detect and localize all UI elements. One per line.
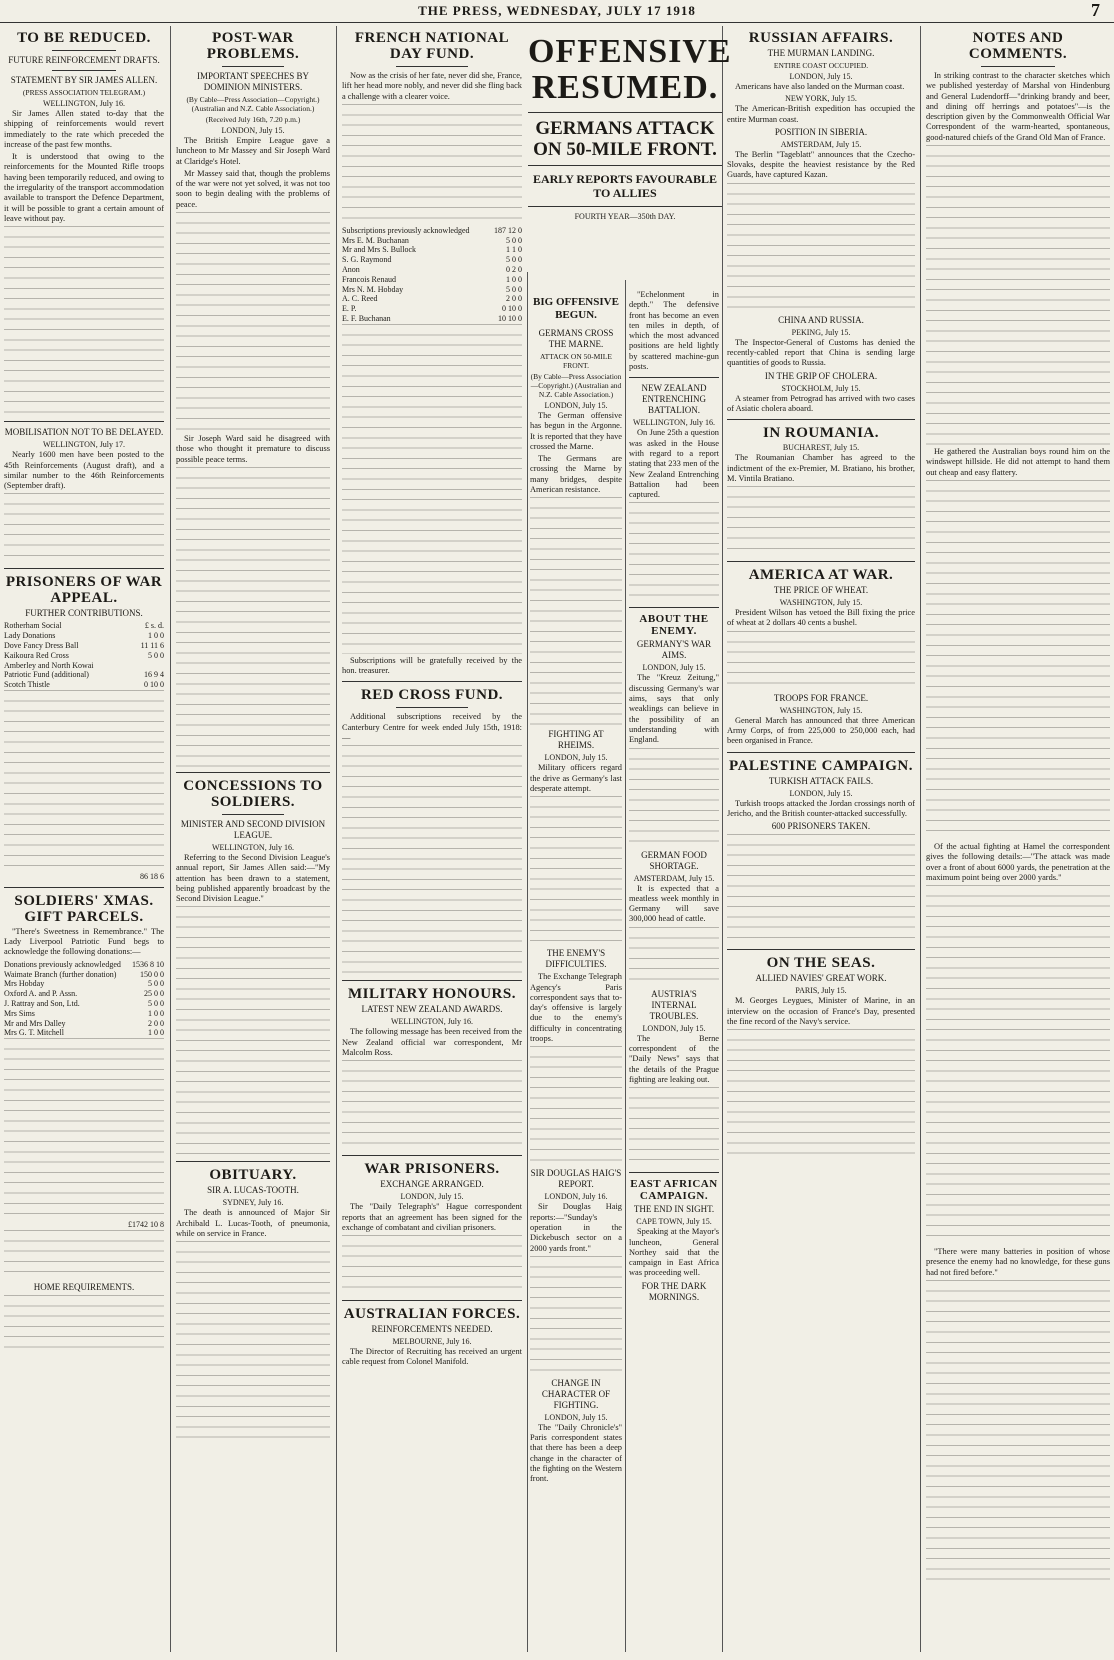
subheadline: MINISTER AND SECOND DIVISION LEAGUE. bbox=[180, 818, 326, 840]
subheadline: THE PRICE OF WHEAT. bbox=[773, 585, 869, 596]
dateline: LONDON, July 15. bbox=[544, 1412, 608, 1422]
total-row: 86 18 6 bbox=[140, 872, 164, 882]
article-text-block bbox=[4, 226, 164, 416]
article-text-block bbox=[4, 1295, 164, 1355]
headline: SIR DOUGLAS HAIG'S REPORT. bbox=[530, 1168, 622, 1190]
dateline: LONDON, July 16. bbox=[544, 1192, 608, 1202]
dateline: MELBOURNE, July 16. bbox=[392, 1337, 472, 1347]
headline: TO BE REDUCED. bbox=[17, 30, 151, 46]
telegram-credit: (PRESS ASSOCIATION TELEGRAM.) bbox=[22, 88, 146, 97]
dateline: WASHINGTON, July 15. bbox=[779, 598, 863, 608]
page-number: 7 bbox=[1091, 0, 1100, 20]
article-text-block bbox=[530, 1046, 622, 1166]
article-text-block bbox=[4, 1038, 164, 1218]
article-text-block bbox=[4, 493, 164, 563]
article-text-block bbox=[342, 104, 522, 224]
article-text: The "Kreuz Zeitung," discussing Germany's war aims, says that only weaklings can believe in the possibility of an understanding with England. bbox=[629, 673, 719, 745]
column-3-content bbox=[342, 26, 522, 1652]
article-text: Military officers regard the drive as Germany's last desperate attempt. bbox=[530, 763, 622, 793]
list-item: Mrs G. T. Mitchell 1 0 0 bbox=[4, 1028, 164, 1038]
dateline: LONDON, July 15. bbox=[642, 663, 706, 673]
headline: FRENCH NATIONAL DAY FUND. bbox=[354, 30, 510, 62]
headline: NEW ZEALAND ENTRENCHING BATTALION. bbox=[641, 383, 707, 416]
list-item: Mr and Mrs Dalley 2 0 0 bbox=[4, 1018, 164, 1028]
headline: FIGHTING AT RHEIMS. bbox=[548, 729, 604, 751]
dateline: WELLINGTON, July 16. bbox=[42, 99, 126, 108]
article-text: The Inspector-General of Customs has denied the recently-cabled report that China is sending large quantities of goods to Russia. bbox=[727, 337, 915, 368]
article-text-block bbox=[176, 1241, 330, 1441]
subheadline: REINFORCEMENTS NEEDED. bbox=[371, 1324, 493, 1335]
tertiary-headline: EARLY REPORTS FAVOURABLE TO ALLIES bbox=[532, 172, 718, 200]
subheadline: THE MURMAN LANDING. bbox=[767, 48, 875, 58]
list-item: Mrs Sims 1 0 0 bbox=[4, 1008, 164, 1018]
cable-credit: (By Cable—Press Association—Copyright.) (Australian and N.Z. Cable Association.) bbox=[530, 372, 622, 399]
column-4 bbox=[530, 290, 622, 1652]
article-text-block bbox=[530, 796, 622, 946]
main-headline: OFFENSIVE RESUMED. bbox=[528, 33, 732, 106]
headline: FOR THE DARK MORNINGS. bbox=[641, 1280, 707, 1302]
article-text: Turkish troops attacked the Jordan crossings north of Jericho, and the British counter-attacked successfully. bbox=[727, 798, 915, 818]
headline: SOLDIERS' XMAS. GIFT PARCELS. bbox=[14, 892, 154, 925]
headline: WAR PRISONERS. bbox=[364, 1161, 500, 1178]
headline: AUSTRALIAN FORCES. bbox=[343, 1306, 521, 1323]
article-text: M. Georges Leygues, Minister of Marine, in an interview on the occasion of France's Day, presented the fine record of the Navy's service. bbox=[727, 996, 915, 1026]
article-text: In striking contrast to the character sketches which we published yesterday of Marshal von Hindenburg and General Ludendorff—"drinking brandy and beer, and dining off herrings and potatoes"—is the description given by the Commonwealth Official War Correspondent of the warm-hearted, spontaneous, good-natured chiefs of the Grand Old Man of France. bbox=[926, 71, 1110, 142]
dateline: LONDON, July 15. bbox=[221, 126, 285, 135]
subheadline: STATEMENT BY SIR JAMES ALLEN. bbox=[10, 75, 158, 85]
list-item: E. P. 0 10 0 bbox=[342, 304, 522, 314]
dateline: PEKING, July 15. bbox=[791, 327, 851, 337]
headline: MILITARY HONOURS. bbox=[348, 986, 516, 1003]
dateline: LONDON, July 15. bbox=[544, 753, 608, 763]
headline: AUSTRIA'S INTERNAL TROUBLES. bbox=[649, 988, 699, 1021]
headline: RED CROSS FUND. bbox=[360, 687, 504, 704]
article-text-block bbox=[629, 748, 719, 848]
dateline: LONDON, July 15. bbox=[789, 788, 853, 798]
list-item: Patriotic Fund (additional) 16 9 4 bbox=[4, 670, 164, 680]
article-text: It is expected that a meatless week monthly in Germany will save 300,000 head of cattle. bbox=[629, 883, 719, 924]
article-text-block bbox=[342, 745, 522, 975]
column-rule bbox=[920, 26, 921, 1652]
article-text-block bbox=[926, 480, 1110, 840]
list-item: Mr and Mrs S. Bullock 1 1 0 bbox=[342, 245, 522, 255]
list-item: A. C. Reed 2 0 0 bbox=[342, 294, 522, 304]
headline: CONCESSIONS TO SOLDIERS. bbox=[183, 777, 323, 810]
dateline: WELLINGTON, July 17. bbox=[42, 440, 126, 450]
list-item: Waimate Branch (further donation) 150 0 0 bbox=[4, 969, 164, 979]
war-day-counter: FOURTH YEAR—350th DAY. bbox=[574, 212, 676, 221]
cable-credit: (By Cable—Press Association—Copyright.) (Australian and N.Z. Cable Association.) bbox=[186, 95, 320, 113]
donations-list bbox=[4, 960, 164, 1038]
list-item: Kaikoura Red Cross 5 0 0 bbox=[4, 650, 164, 660]
masthead-title: THE PRESS, WEDNESDAY, JULY 17 1918 bbox=[418, 3, 696, 18]
subscriptions-list bbox=[342, 226, 522, 324]
article-text: The Exchange Telegraph Agency's Paris correspondent says that to-day's offensive is largely due to the enemy's difficulty in concentrating troops. bbox=[530, 972, 622, 1044]
dateline: LONDON, July 15. bbox=[789, 72, 853, 81]
article-text-block bbox=[727, 183, 915, 313]
column-2 bbox=[176, 26, 330, 1652]
article-text-block bbox=[4, 1230, 164, 1280]
headline: CHINA AND RUSSIA. bbox=[778, 314, 864, 325]
list-item: Amberley and North Kowai bbox=[4, 660, 94, 670]
article-text: The British Empire League gave a luncheon to Mr Massey and Sir Joseph Ward at Claridge's Hotel. bbox=[176, 136, 330, 166]
article-text: The American-British expedition has occupied the entire Murman coast. bbox=[727, 104, 915, 124]
subheadline: FURTHER CONTRIBUTIONS. bbox=[25, 608, 143, 619]
article-text-block bbox=[342, 324, 522, 654]
subheadline: LATEST NEW ZEALAND AWARDS. bbox=[361, 1004, 503, 1015]
headline: NOTES AND COMMENTS. bbox=[968, 30, 1068, 62]
headline: GERMAN FOOD SHORTAGE. bbox=[641, 849, 707, 871]
headline: IN ROUMANIA. bbox=[763, 425, 879, 442]
dateline: CAPE TOWN, July 15. bbox=[636, 1217, 712, 1227]
headline: POST-WAR PROBLEMS. bbox=[206, 30, 300, 62]
column-7 bbox=[926, 26, 1110, 1652]
article-text: The "Daily Chronicle's" Paris correspondent states that there has been a deep change in the character of the fighting on the Western front. bbox=[530, 1422, 622, 1484]
list-item: Donations previously acknowledged 1536 8 10 bbox=[4, 959, 164, 969]
subheadline: EXCHANGE ARRANGED. bbox=[380, 1179, 484, 1190]
article-text: Additional subscriptions received by the Canterbury Centre for week ended July 15th, 1918:— bbox=[342, 712, 522, 743]
list-item: Francois Renaud 1 0 0 bbox=[342, 274, 522, 284]
list-item: Rotherham Social £ s. d. bbox=[4, 621, 164, 631]
dateline: SYDNEY, July 16. bbox=[222, 1198, 284, 1208]
column-1 bbox=[4, 26, 164, 1652]
subheadline: GERMANS CROSS THE MARNE. bbox=[538, 328, 614, 349]
headline: RUSSIAN AFFAIRS. bbox=[748, 30, 894, 46]
article-text: It is understood that owing to the reinforcements for the Mounted Rifle troops having been temporarily reduced, and owing to the irregularity of the transport accommodation available to transport the Defence Department, it will be possible to grant a certain amount of leave without pay. bbox=[4, 152, 164, 223]
article-text: The Germans are crossing the Marne by many bridges, despite American resistance. bbox=[530, 454, 622, 495]
total-row: £1742 10 8 bbox=[128, 1220, 164, 1230]
headline: AMERICA AT WAR. bbox=[748, 567, 894, 584]
article-text-block bbox=[530, 497, 622, 727]
article-text: Nearly 1600 men have been posted to the 45th Reinforcements (August draft), and a similar number to the 46th Reinforcements (September draft). bbox=[4, 450, 164, 491]
article-text-block bbox=[342, 1235, 522, 1295]
article-text-block bbox=[530, 1256, 622, 1376]
headline: PALESTINE CAMPAIGN. bbox=[729, 757, 913, 774]
article-text: Now as the crisis of her fate, never did she, France, lift her head more nobly, and never did she fling back a challenge with a clearer voice. bbox=[342, 71, 522, 101]
column-rule bbox=[336, 26, 337, 1652]
subheadline: FUTURE REINFORCEMENT DRAFTS. bbox=[8, 55, 160, 65]
list-item: Subscriptions previously acknowledged 187 12 0 bbox=[342, 225, 522, 235]
headline: POSITION IN SIBERIA. bbox=[774, 126, 868, 137]
article-text-block bbox=[176, 906, 330, 1156]
headline: TROOPS FOR FRANCE. bbox=[773, 692, 869, 703]
headline: EAST AFRICAN CAMPAIGN. bbox=[630, 1178, 718, 1203]
headline: ON THE SEAS. bbox=[766, 955, 876, 972]
subheadline: ENTIRE COAST OCCUPIED. bbox=[773, 61, 869, 70]
article-text: He gathered the Australian boys round him on the windswept hillside. He did not attempt to hand them out cheap and easy flattery. bbox=[926, 447, 1110, 477]
article-text: The German offensive has begun in the Argonne. It is reported that they have crossed the Marne. bbox=[530, 411, 622, 451]
article-text: Sir James Allen stated to-day that the shipping of reinforcements would revert immediately to the rate which preceded the increase of the past few months. bbox=[4, 109, 164, 149]
dateline: WASHINGTON, July 15. bbox=[779, 705, 863, 715]
subheadline: THE END IN SIGHT. bbox=[633, 1204, 715, 1215]
column-rule bbox=[170, 26, 171, 1652]
article-text: Mr Massey said that, though the problems of the war were not yet solved, it was not too soon to begin dealing with the problems of peace. bbox=[176, 168, 330, 209]
list-item: J. Rattray and Son, Ltd. 5 0 0 bbox=[4, 998, 164, 1008]
column-5 bbox=[629, 290, 719, 1652]
column-rule bbox=[722, 26, 723, 1652]
subheadline: ALLIED NAVIES' GREAT WORK. bbox=[755, 973, 887, 984]
article-text-block bbox=[727, 631, 915, 691]
article-text: Sir Joseph Ward said he disagreed with those who thought it premature to discuss possible peace terms. bbox=[176, 434, 330, 464]
subheadline: SIR A. LUCAS-TOOTH. bbox=[207, 1185, 299, 1196]
headline: OBITUARY. bbox=[209, 1167, 297, 1184]
article-text: The Berne correspondent of the "Daily News" says that the details of the Prague fighting are leaking out. bbox=[629, 1033, 719, 1084]
article-text: On June 25th a question was asked in the House with regard to a report stating that 233 men of the New Zealand Entrenching Battalion had been captured. bbox=[629, 428, 719, 500]
received-time: (Received July 16th, 7.20 p.m.) bbox=[205, 115, 301, 124]
column-rule bbox=[625, 280, 626, 1652]
subheadline: 600 PRISONERS TAKEN. bbox=[771, 821, 871, 832]
article-text-block bbox=[629, 1087, 719, 1167]
war-news-banner bbox=[528, 28, 732, 222]
article-text-block bbox=[629, 502, 719, 602]
column-6 bbox=[727, 26, 915, 1652]
dateline: BUCHAREST, July 15. bbox=[782, 443, 860, 453]
article-text: President Wilson has vetoed the Bill fixing the price of wheat at 2 dollars 40 cents a bushel. bbox=[727, 608, 915, 628]
secondary-headline: GERMANS ATTACK ON 50-MILE FRONT. bbox=[533, 118, 717, 160]
subheadline: TURKISH ATTACK FAILS. bbox=[768, 775, 874, 786]
article-text: The Roumanian Chamber has agreed to the indictment of the ex-Premier, M. Bratiano, his brother, M. Vintila Bratiano. bbox=[727, 453, 915, 483]
article-text: Americans have also landed on the Murman coast. bbox=[735, 82, 905, 91]
article-text: Of the actual fighting at Hamel the correspondent gives the following details:—"The attack was made over a front of about 6000 yards, the penetration at the maximum point being over 2000 yards." bbox=[926, 841, 1110, 882]
article-text-block bbox=[926, 145, 1110, 445]
article-text-block bbox=[926, 1280, 1110, 1580]
list-item: Lady Donations 1 0 0 bbox=[4, 631, 164, 641]
headline: PRISONERS OF WAR APPEAL. bbox=[5, 574, 163, 607]
article-text: The following message has been received from the New Zealand official war correspondent, Mr Malcolm Ross. bbox=[342, 1027, 522, 1057]
headline: CHANGE IN CHARACTER OF FIGHTING. bbox=[541, 1377, 611, 1410]
headline: ABOUT THE ENEMY. bbox=[639, 613, 709, 638]
article-text: General March has announced that three American Army Corps, of from 225,000 to 250,000 each, had been organised in France. bbox=[727, 715, 915, 746]
list-item: Mrs N. M. Hobday 5 0 0 bbox=[342, 284, 522, 294]
article-text: A steamer from Petrograd has arrived with two cases of Asiatic cholera aboard. bbox=[727, 393, 915, 413]
headline: IN THE GRIP OF CHOLERA. bbox=[764, 370, 878, 381]
dateline: WELLINGTON, July 16. bbox=[390, 1017, 474, 1027]
article-text-block bbox=[176, 212, 330, 432]
article-text: "There's Sweetness in Remembrance." The Lady Liverpool Patriotic Fund begs to acknowledge the following donations:— bbox=[4, 926, 164, 957]
subheadline: IMPORTANT SPEECHES BY DOMINION MINISTERS. bbox=[196, 71, 310, 92]
dateline: AMSTERDAM, July 15. bbox=[633, 873, 715, 883]
contributions-list bbox=[4, 621, 164, 690]
masthead bbox=[0, 0, 1114, 23]
article-text-block bbox=[926, 885, 1110, 1245]
dateline: WELLINGTON, July 16. bbox=[632, 418, 716, 428]
article-text: Subscriptions will be gratefully received by the hon. treasurer. bbox=[342, 655, 522, 676]
article-text: Speaking at the Mayor's luncheon, General Northey said that the campaign in East Africa was proceeding well. bbox=[629, 1227, 719, 1278]
article-text-block bbox=[727, 834, 915, 944]
list-item: Dove Fancy Dress Ball 11 11 6 bbox=[4, 641, 164, 651]
article-text-block bbox=[727, 1029, 915, 1159]
article-text: The death is announced of Major Sir Archibald L. Lucas-Tooth, of pneumonia, while on service in France. bbox=[176, 1208, 330, 1239]
dateline: NEW YORK, July 15. bbox=[785, 94, 857, 104]
dateline: WELLINGTON, July 16. bbox=[211, 842, 295, 852]
dateline: STOCKHOLM, July 15. bbox=[781, 383, 861, 393]
article-text-block bbox=[342, 1060, 522, 1150]
list-item: Mrs E. M. Buchanan 5 0 0 bbox=[342, 235, 522, 245]
article-text: The Director of Recruiting has received an urgent cable request from Colonel Manifold. bbox=[342, 1347, 522, 1367]
headline: BIG OFFENSIVE BEGUN. bbox=[533, 296, 619, 321]
headline: THE ENEMY'S DIFFICULTIES. bbox=[545, 948, 607, 970]
dateline: AMSTERDAM, July 15. bbox=[780, 139, 862, 149]
article-text: The Berlin "Tageblatt" announces that the Czecho-Slovaks, despite the heaviest resistance by the Red Guards, have captured Kazan. bbox=[727, 149, 915, 180]
dateline: LONDON, July 15. bbox=[400, 1192, 464, 1202]
article-text: "There were many batteries in position of whose presence the enemy had no knowledge, for these guns had not fired before." bbox=[926, 1247, 1110, 1277]
subheadline: GERMANY'S WAR AIMS. bbox=[636, 639, 712, 661]
headline: HOME REQUIREMENTS. bbox=[33, 1281, 135, 1292]
dateline: PARIS, July 15. bbox=[795, 986, 847, 996]
dateline: LONDON, July 15. bbox=[544, 401, 608, 410]
dateline: LONDON, July 15. bbox=[642, 1023, 706, 1033]
article-text-block bbox=[176, 467, 330, 767]
headline: MOBILISATION NOT TO BE DELAYED. bbox=[4, 427, 164, 438]
article-text: The "Daily Telegraph's" Hague correspondent reports that an agreement has been signed for the exchange of combatant and civilian prisoners. bbox=[342, 1202, 522, 1232]
article-text: Referring to the Second Division League's annual report, Sir James Allen said:—"My attention has been drawn to a statement, being published apparently broadcast by the Second Division League." bbox=[176, 852, 330, 904]
list-item: Scotch Thistle 0 10 0 bbox=[4, 680, 164, 690]
list-item: Anon 0 2 0 bbox=[342, 265, 522, 275]
subheadline: ATTACK ON 50-MILE FRONT. bbox=[540, 352, 612, 370]
column-rule bbox=[527, 272, 528, 1652]
article-text: Sir Douglas Haig reports:—"Sunday's operation in the Dickebusch sector on a 2000 yards front." bbox=[530, 1202, 622, 1253]
list-item: E. F. Buchanan 10 10 0 bbox=[342, 314, 522, 324]
article-text-block bbox=[629, 927, 719, 987]
list-item: Mrs Hobday 5 0 0 bbox=[4, 979, 164, 989]
article-text-block bbox=[4, 690, 164, 870]
article-text-block bbox=[727, 486, 915, 556]
list-item: Oxford A. and P. Assn. 25 0 0 bbox=[4, 989, 164, 999]
article-text: "Echelonment in depth." The defensive front has become an even ten miles in depth, of which the most advanced positions are held lightly by scattered machine-gun posts. bbox=[629, 290, 719, 372]
list-item: S. G. Raymond 5 0 0 bbox=[342, 255, 522, 265]
